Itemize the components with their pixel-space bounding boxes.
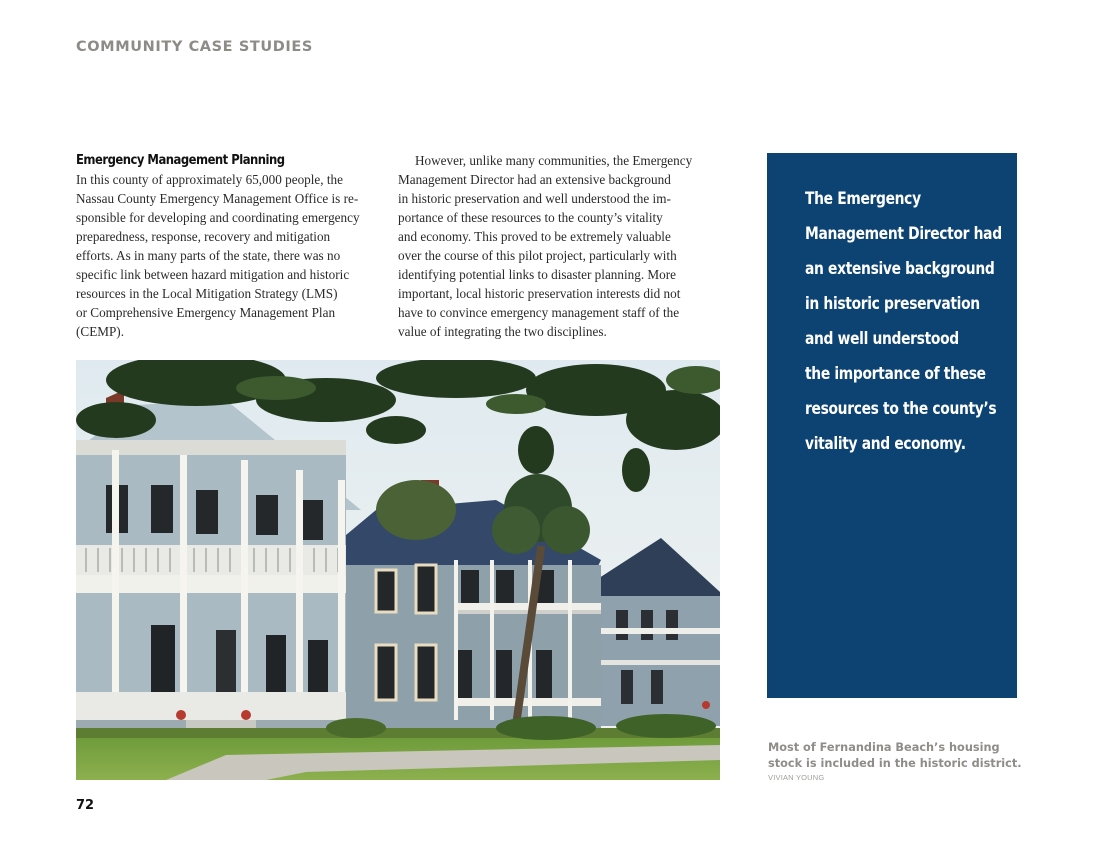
body-line: have to convince emergency management staff of the xyxy=(398,305,680,320)
historic-houses-photo xyxy=(76,360,720,780)
section-header: COMMUNITY CASE STUDIES xyxy=(76,39,313,55)
pull-quote-line: and well understood xyxy=(805,329,959,348)
pull-quote-line: in historic preservation xyxy=(805,294,980,313)
pull-quote-line: vitality and economy. xyxy=(805,434,966,453)
body-line: (CEMP). xyxy=(76,324,124,339)
caption-line: Most of Fernandina Beach’s housing xyxy=(768,741,1000,754)
body-line: or Comprehensive Emergency Management Plan xyxy=(76,305,336,320)
photo-credit: VIVIAN YOUNG xyxy=(768,773,825,782)
body-line: Nassau County Emergency Management Office is re- xyxy=(76,191,359,206)
body-line: sponsible for developing and coordinating emergency xyxy=(76,210,360,225)
pull-quote-box xyxy=(767,153,1017,698)
article-column-1 xyxy=(76,151,376,341)
body-line: value of integrating the two disciplines. xyxy=(398,324,607,339)
body-line: However, unlike many communities, the Emergency xyxy=(415,153,693,168)
pull-quote-line: an extensive background xyxy=(805,259,995,278)
body-line: important, local historic preservation interests did not xyxy=(398,286,681,301)
body-line: identifying potential links to disaster planning. More xyxy=(398,267,676,282)
photo-caption xyxy=(768,740,1028,771)
body-line: and economy. This proved to be extremely valuable xyxy=(398,229,671,244)
body-line: resources in the Local Mitigation Strategy (LMS) xyxy=(76,286,338,301)
body-line: preparedness, response, recovery and mitigation xyxy=(76,229,331,244)
page-number: 72 xyxy=(76,798,95,813)
body-line: specific link between hazard mitigation and historic xyxy=(76,267,350,282)
pull-quote-line: The Emergency xyxy=(805,189,921,208)
body-line: in historic preservation and well understood the im- xyxy=(398,191,671,206)
body-line: over the course of this pilot project, particularly with xyxy=(398,248,677,263)
caption-line: stock is included in the historic district. xyxy=(768,756,1022,770)
body-line: efforts. As in many parts of the state, there was no xyxy=(76,248,341,263)
article-heading: Emergency Management Planning xyxy=(76,152,285,168)
pull-quote-text xyxy=(805,181,1002,461)
article-column-2 xyxy=(398,151,708,341)
pull-quote-line: the importance of these xyxy=(805,364,986,383)
body-line: portance of these resources to the county’s vitality xyxy=(398,210,663,225)
body-line: In this county of approximately 65,000 people, the xyxy=(76,172,343,187)
pull-quote-line: resources to the county’s xyxy=(805,399,997,418)
pull-quote-line: Management Director had xyxy=(805,224,1002,243)
body-line: Management Director had an extensive background xyxy=(398,172,671,187)
